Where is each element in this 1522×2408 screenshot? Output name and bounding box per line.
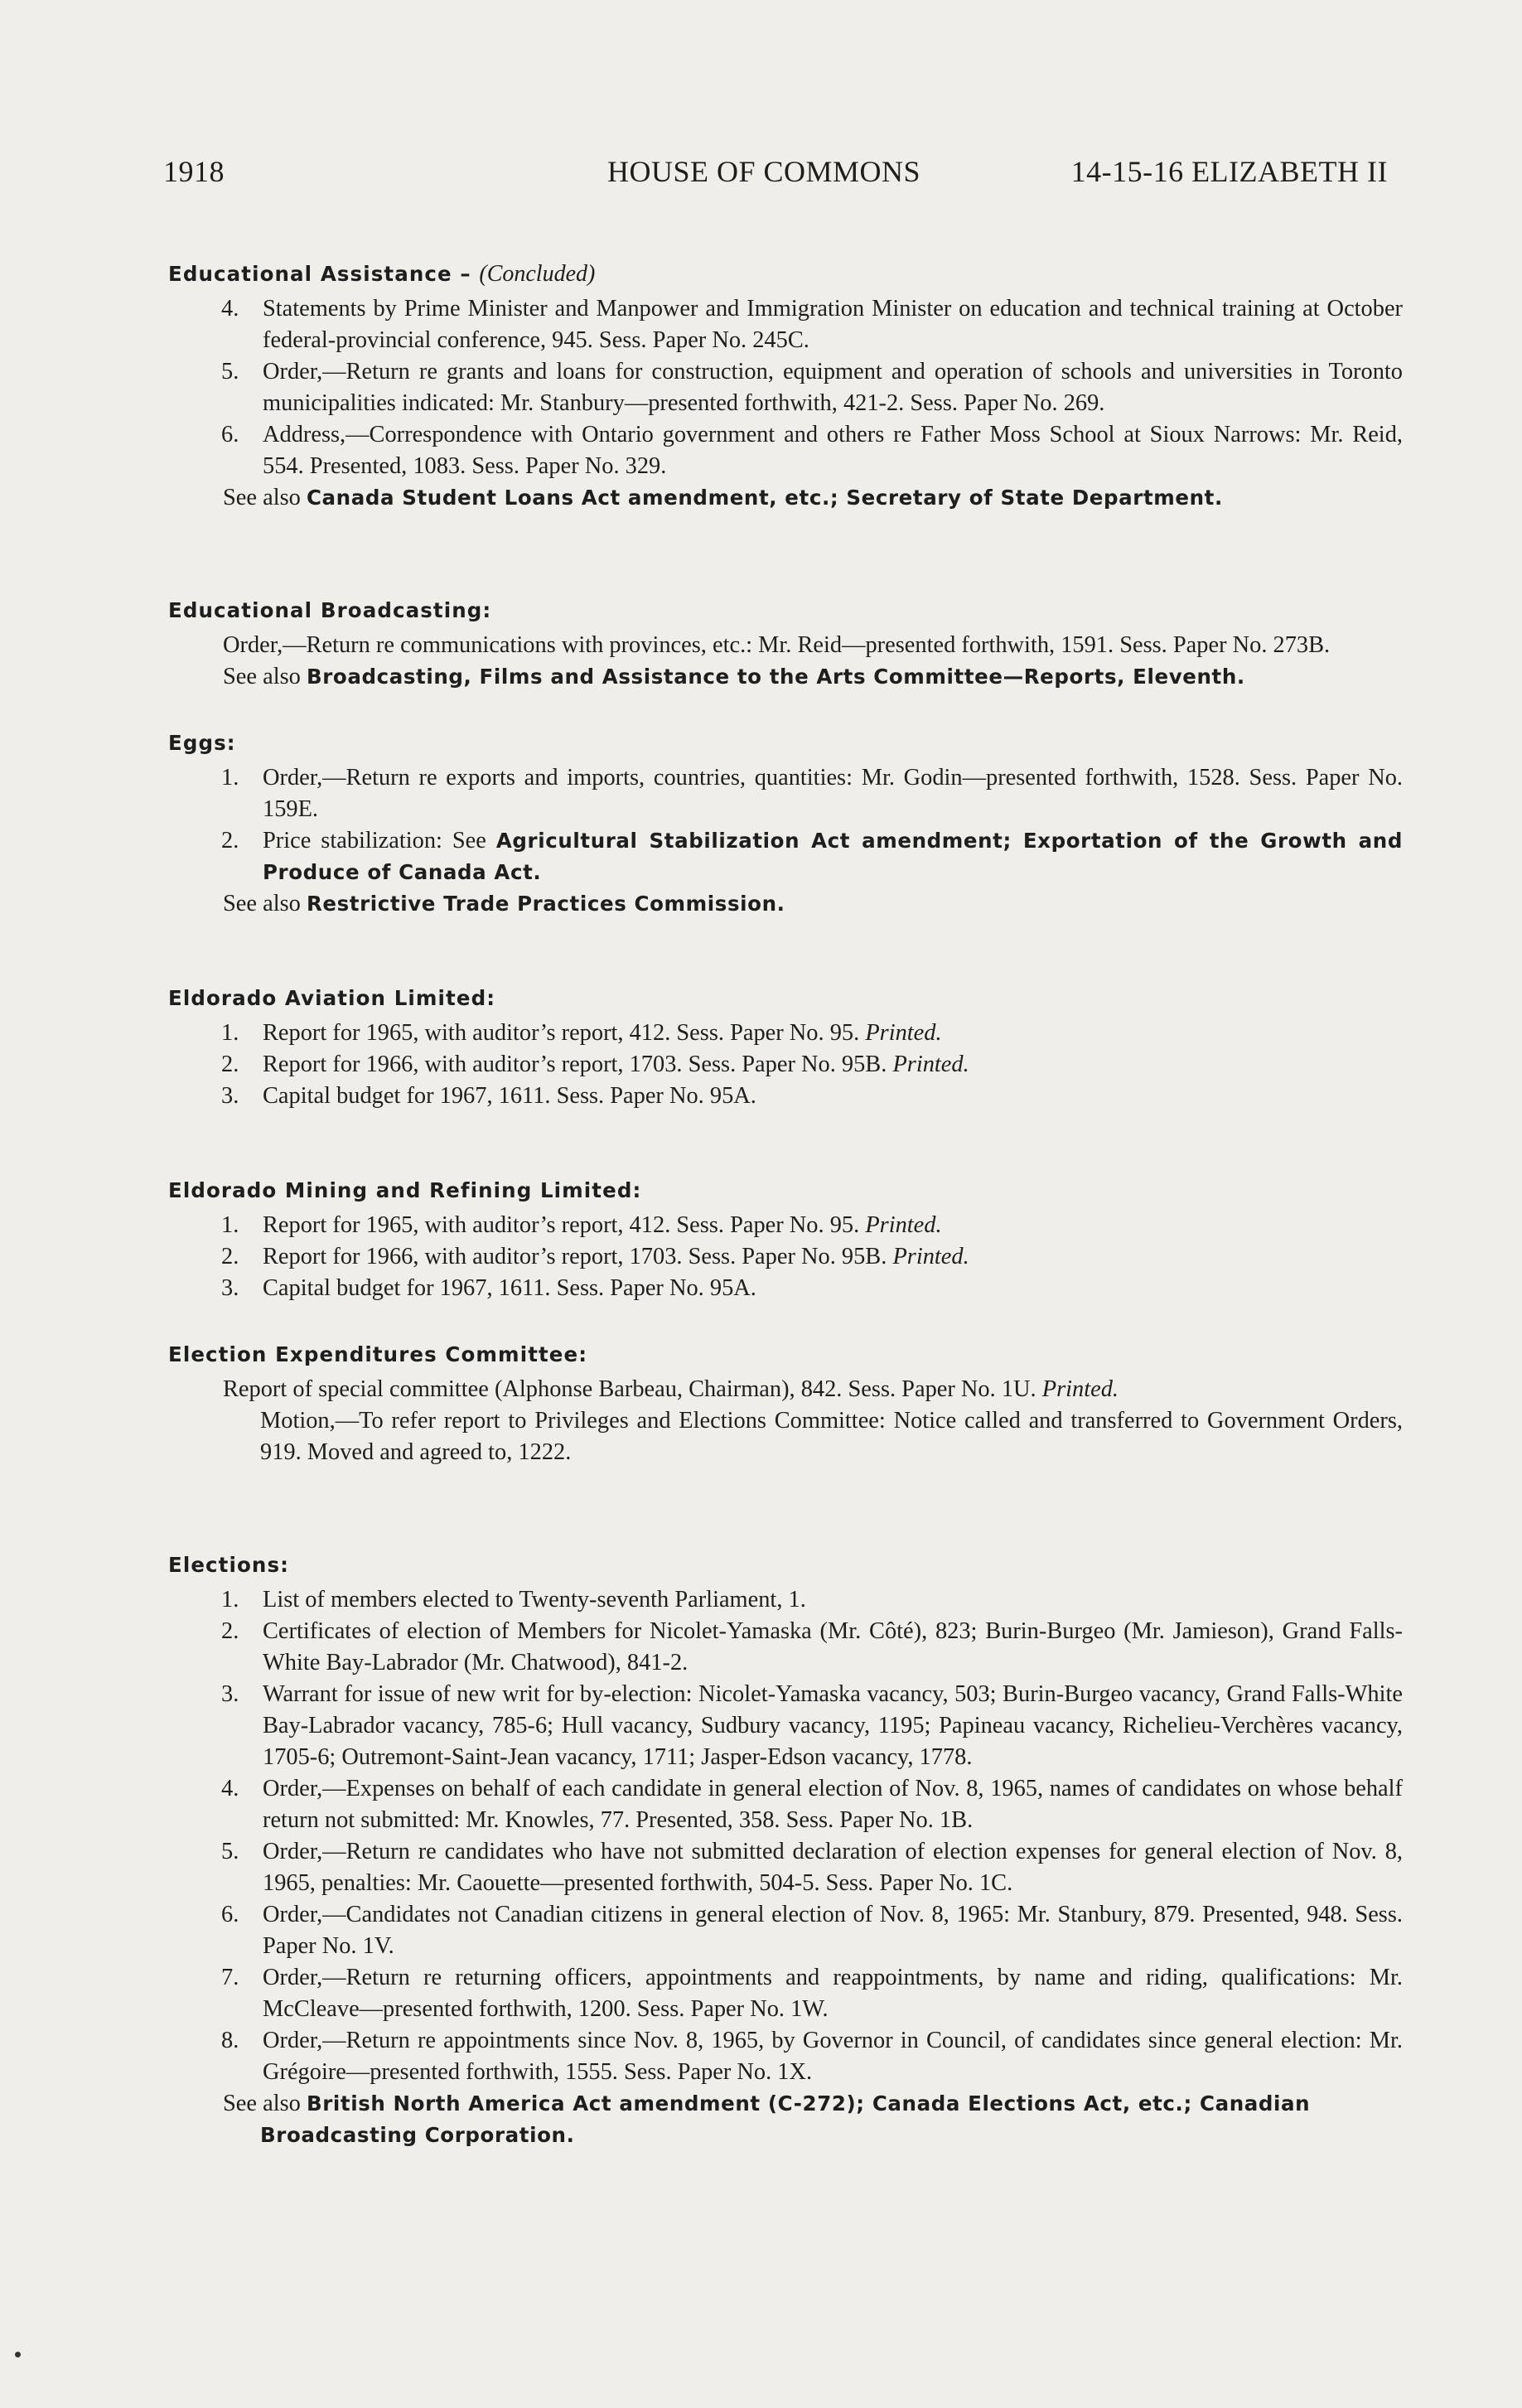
cross-reference: Restrictive Trade Practices Commission.	[306, 892, 785, 916]
scan-speck	[15, 2352, 21, 2357]
section-elections	[168, 1550, 1403, 2151]
list-item: 1. Order,—Return re exports and imports, countries, quantities: Mr. Godin—presented forthwith, 1528. Sess. Paper No. 159E.	[221, 765, 1403, 822]
list-item: 4. Order,—Expenses on behalf of each candidate in general election of Nov. 8, 1965, names of candidates on whose behalf return not submitted: Mr. Knowles, 77. Presented, 358. Sess. Paper No. 1B.	[221, 1776, 1403, 1833]
section-heading: Eldorado Aviation Limited:	[168, 986, 496, 1010]
section-educational-assistance	[168, 259, 1403, 514]
see-also: See also Restrictive Trade Practices Commission.	[223, 891, 785, 916]
page-number: 1918	[163, 155, 225, 188]
section-eggs	[168, 728, 1403, 920]
list-item: 2. Report for 1966, with auditor’s report, 1703. Sess. Paper No. 95B. Printed.	[221, 1052, 969, 1077]
section-educational-broadcasting	[168, 595, 1403, 693]
list-item: 5. Order,—Return re grants and loans for construction, equipment and operation of schools and universities in Toronto municipalities indicated: Mr. Stanbury—presented forthwith, 421-2. Sess. Paper No. 269.	[221, 359, 1403, 416]
list-item: 1. Report for 1965, with auditor’s report, 412. Sess. Paper No. 95. Printed.	[221, 1212, 942, 1238]
regnal-year: 14-15-16 ELIZABETH II	[1070, 155, 1388, 188]
section-heading: Eldorado Mining and Refining Limited:	[168, 1178, 642, 1202]
list-item: 6. Order,—Candidates not Canadian citizens in general election of Nov. 8, 1965: Mr. Stanbury, 879. Presented, 948. Sess. Paper No. 1V.	[221, 1902, 1403, 1959]
index-content	[168, 259, 1403, 2151]
entry-text: Order,—Return re communications with provinces, etc.: Mr. Reid—presented forthwith, 1591. Sess. Paper No. 273B.	[223, 632, 1331, 658]
running-title: HOUSE OF COMMONS	[607, 155, 921, 188]
see-also: See also Broadcasting, Films and Assistance to the Arts Committee—Reports, Eleventh.	[223, 664, 1245, 689]
list-item: 1. Report for 1965, with auditor’s report, 412. Sess. Paper No. 95. Printed.	[221, 1020, 942, 1046]
see-also: See also British North America Act amendment (C-272); Canada Elections Act, etc.; Canadian Broadcasting Corporation.	[223, 2091, 1311, 2147]
list-item: 2. Price stabilization: See Agricultural Stabilization Act amendment; Exportation of the Growth and Produce of Canada Act.	[221, 828, 1403, 884]
section-heading: Eggs:	[168, 731, 236, 755]
section-election-expenditures	[168, 1339, 1403, 1468]
list-item: 1. List of members elected to Twenty-seventh Parliament, 1.	[221, 1587, 806, 1613]
section-heading: Election Expenditures Committee:	[168, 1342, 588, 1366]
list-item: 3. Warrant for issue of new writ for by-election: Nicolet-Yamaska vacancy, 503; Burin-Burgeo vacancy, Grand Falls-White Bay-Labrador vacancy, 785-6; Hull vacancy, Sudbury vacancy, 1195; Papineau vacancy, Richelieu-Verchères vacancy, 1705-6; Outremont-Saint-Jean vacancy, 1711; Jasper-Edson vacancy, 1778.	[221, 1681, 1403, 1770]
list-item: 4. Statements by Prime Minister and Manpower and Immigration Minister on education and technical training at October federal-provincial conference, 945. Sess. Paper No. 245C.	[221, 296, 1403, 353]
list-item: 8. Order,—Return re appointments since Nov. 8, 1965, by Governor in Council, of candidates since general election: Mr. Grégoire—presented forthwith, 1555. Sess. Paper No. 1X.	[221, 2028, 1403, 2085]
cross-reference: Canada Student Loans Act amendment, etc.; Secretary of State Department.	[306, 486, 1223, 510]
section-heading: Elections:	[168, 1553, 290, 1577]
list-item: 3. Capital budget for 1967, 1611. Sess. Paper No. 95A.	[221, 1083, 756, 1109]
cross-reference: Agricultural Stabilization Act amendment; Exportation of the Growth and Produce of Canada Act.	[263, 829, 1403, 884]
running-header	[163, 154, 1388, 196]
entry-text: Report of special committee (Alphonse Barbeau, Chairman), 842. Sess. Paper No. 1U. Printed.	[223, 1376, 1119, 1402]
section-heading: Educational Broadcasting:	[168, 598, 492, 622]
section-eldorado-mining	[168, 1175, 1403, 1304]
entry-text: Motion,—To refer report to Privileges and Elections Committee: Notice called and transferred to Government Orders, 919. Moved and agreed to, 1222.	[260, 1408, 1403, 1465]
list-item: 3. Capital budget for 1967, 1611. Sess. Paper No. 95A.	[221, 1275, 756, 1301]
list-item: 2. Certificates of election of Members for Nicolet-Yamaska (Mr. Côté), 823; Burin-Burgeo (Mr. Jamieson), Grand Falls-White Bay-Labrador (Mr. Chatwood), 841-2.	[221, 1618, 1403, 1675]
list-item: 5. Order,—Return re candidates who have not submitted declaration of election expenses for general election of Nov. 8, 1965, penalties: Mr. Caouette—presented forthwith, 504-5. Sess. Paper No. 1C.	[221, 1839, 1403, 1896]
list-item: 2. Report for 1966, with auditor’s report, 1703. Sess. Paper No. 95B. Printed.	[221, 1244, 969, 1269]
list-item: 7. Order,—Return re returning officers, appointments and reappointments, by name and riding, qualifications: Mr. McCleave—presented forthwith, 1200. Sess. Paper No. 1W.	[221, 1965, 1403, 2022]
cross-reference: Broadcasting, Films and Assistance to the Arts Committee—Reports, Eleventh.	[306, 665, 1245, 689]
see-also: See also Canada Student Loans Act amendment, etc.; Secretary of State Department.	[223, 485, 1223, 510]
cross-reference: British North America Act amendment (C-272); Canada Elections Act, etc.; Canadian Broadcasting Corporation.	[260, 2091, 1311, 2147]
list-item: 6. Address,—Correspondence with Ontario government and others re Father Moss School at Sioux Narrows: Mr. Reid, 554. Presented, 1083. Sess. Paper No. 329.	[221, 422, 1403, 479]
section-heading: Educational Assistance – (Concluded)	[168, 261, 596, 287]
section-eldorado-aviation	[168, 983, 1403, 1112]
